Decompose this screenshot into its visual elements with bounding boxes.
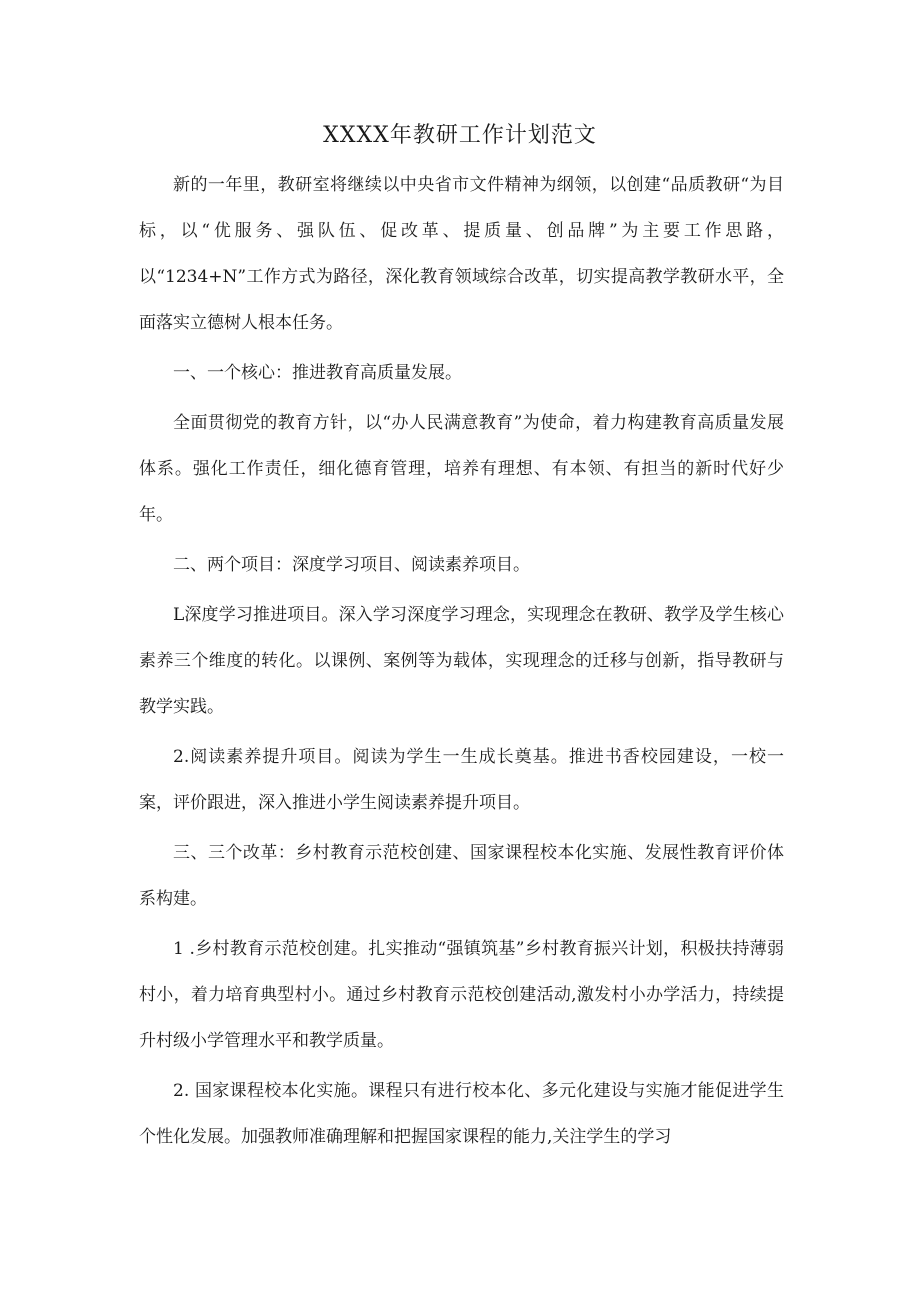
paragraph-national-curriculum: 2. 国家课程校本化实施。课程只有进行校本化、多元化建设与实施才能促进学生个性化发展。加强教师准确理解和把握国家课程的能力,关注学生的学习 <box>139 1081 784 1147</box>
paragraph-deep-learning: L深度学习推进项目。深入学习深度学习理念，实现理念在教研、教学及学生核心素养三个维度的转化。以课例、案例等为载体，实现理念的迁移与创新，指导教研与教学实践。 <box>139 605 784 717</box>
heading-three-reforms: 三、三个改革：乡村教育示范校创建、国家课程校本化实施、发展性教育评价体系构建。 <box>139 843 784 909</box>
heading-one-core: 一、一个核心：推进教育高质量发展。 <box>173 363 462 383</box>
paragraph-intro: 新的一年里，教研室将继续以中央省市文件精神为纲领，以创建“品质教研“为目标，以“优服务、强队伍、促改革、提质量、创品牌”为主要工作思路，以“1234+N”工作方式为路径，深化教育领域综合改革，切实提高教学教研水平，全面落实立德树人根本任务。 <box>139 175 784 333</box>
document-title: XXXX年教研工作计划范文 <box>323 123 597 148</box>
heading-two-projects: 二、两个项目：深度学习项目、阅读素养项目。 <box>173 555 530 575</box>
paragraph-reading-literacy: 2.阅读素养提升项目。阅读为学生一生成长奠基。推进书香校园建设，一校一案，评价跟进，深入推进小学生阅读素养提升项目。 <box>139 747 784 813</box>
paragraph-core: 全面贯彻党的教育方针，以“办人民满意教育”为使命，着力构建教育高质量发展体系。强化工作责任，细化德育管理，培养有理想、有本领、有担当的新时代好少年。 <box>139 413 784 525</box>
document-body <box>139 162 784 1164</box>
paragraph-rural-school: 1 .乡村教育示范校创建。扎实推动“强镇筑基”乡村教育振兴计划，积极扶持薄弱村小，着力培育典型村小。通过乡村教育示范校创建活动,激发村小办学活力，持续提升村级小学管理水平和教学质量。 <box>139 939 784 1051</box>
